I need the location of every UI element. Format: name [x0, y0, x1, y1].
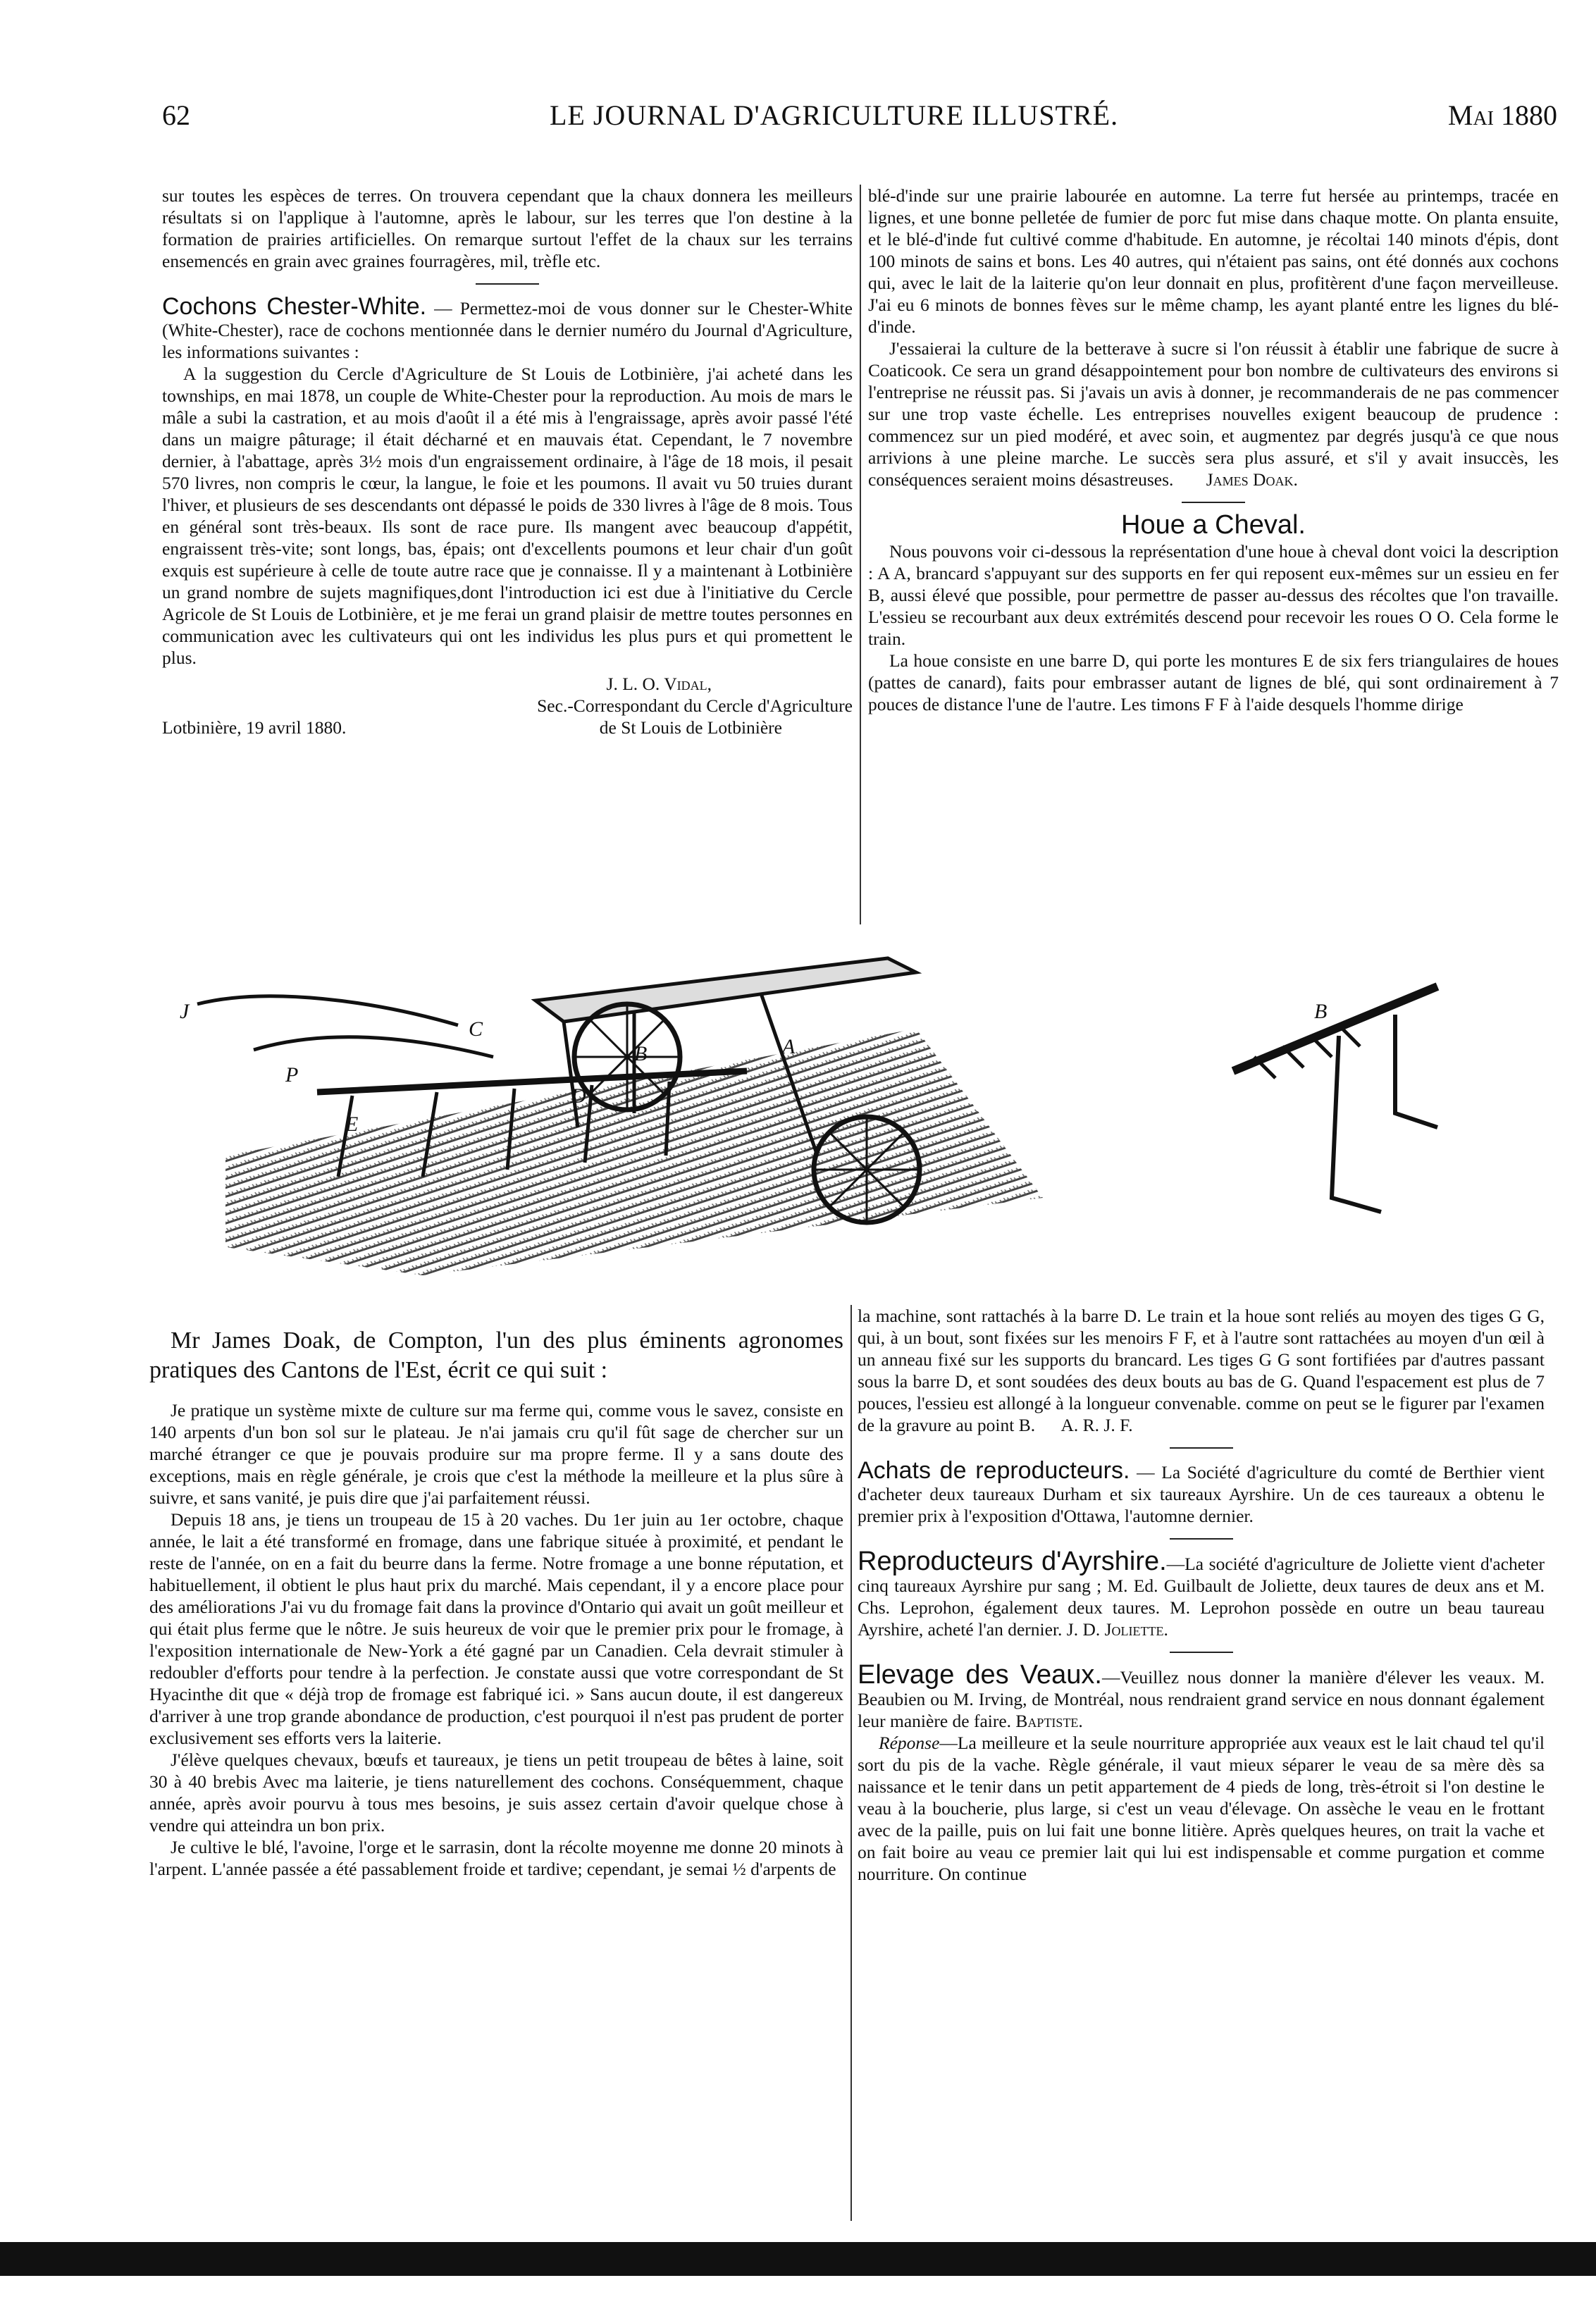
- article-veaux: Elevage des Veaux.—Veuillez nous donner la manière d'élever les veaux. M. Beaubien ou M. Irving, de Montréal, nous rendraient grand service en nous donnant également leur manière de faire. Baptiste.: [858, 1660, 1545, 1731]
- article-chester: Cochons Chester-White. — Permettez-moi de vous donner sur le Chester-White (White-Chester), race de cochons mentionnée dans le dernier numéro du Journal d'Agriculture, les informations suivantes :: [162, 293, 853, 362]
- page-header: [162, 99, 1557, 141]
- page-number: 62: [162, 99, 190, 131]
- paragraph: sur toutes les espèces de terres. On trouvera cependant que la chaux donnera les meilleurs résultats si on l'applique à l'automne, après le labour, sur les terres que l'on destine à la formation de prairies artificielles. On remarque surtout l'effet de la chaux sur les terrains ensemencés en grain avec graines fourragères, mil, trèfle etc.: [162, 185, 853, 271]
- signature-title: Sec.-Correspondant du Cercle d'Agriculture: [537, 695, 853, 716]
- paragraph: Depuis 18 ans, je tiens un troupeau de 15 à 20 vaches. Du 1er juin au 1er octobre, chaque année, le lait a été transformé en fromage, dans une fabrique située à proximité, et pendant le reste de l'année, on en a fait du beurre dans la ferme. Notre fromage a une bonne réputation, et habituellement, il obtient le plus haut prix du marché. Mais cependant, il y a encore place pour des améliorations J'ai vu du fromage fait dans la province d'Ontario qui avait un goût meilleur et qui était plus ferme que le nôtre. Je suis heureux de voir que le premier prix pour le fromage, à l'exposition internationale de New-York a été gagné par un Canadien. Cela devrait stimuler à redoubler d'efforts pour tendre à la perfection. Je constate aussi que votre correspondant de St Hyacinthe dit que « déjà trop de fromage est fabriqué ici. » Sans aucun doute, il est dangereux d'arriver à une trop grande abondance de production, c'est pourquoi il n'est pas prudent de porter exclusivement ses efforts vers la laiterie.: [149, 1509, 843, 1748]
- figure-label: D: [571, 1084, 586, 1108]
- wheel-left: [574, 1004, 680, 1110]
- divider: [1182, 502, 1245, 503]
- horse-hoe-engraving: [141, 944, 1522, 1275]
- paragraph: Nous pouvons voir ci-dessous la représentation d'une houe à cheval dont voici la description : A A, brancard s'appuyant sur des supports en fer qui reposent eux-mêmes sur un essieu en fer B, aussi élevé que possible, pour permettre de passer au-dessus des récoltes que l'on travaille. L'essieu se recourbant aux deux extrémités descend pour recevoir les roues O O. Cela forme le train.: [868, 541, 1559, 649]
- paragraph: Réponse—La meilleure et la seule nourriture appropriée aux veaux est le lait chaud tel qu'il sort du pis de la vache. Règle générale, il vaut mieux séparer le veau de sa mère dès sa naissance et le tenir dans un petit appartement de 4 pieds de long, très-étroit si l'on destine le veau à la boucherie, plus large, si c'est un veau d'élevage. On assèche le veau en le frottant avec de la paille, puis on lui fait une bonne litière. Après quelques heures, on trait la vache et on fait boire au veau ce premier lait qui lui est indispensable et comme purgation et comme nourriture. On continue: [858, 1733, 1545, 1884]
- journal-title: LE JOURNAL D'AGRICULTURE ILLUSTRÉ.: [550, 99, 1119, 131]
- article-achats: Achats de reproducteurs. — La Société d'agriculture du comté de Berthier vient d'acheter deux taureaux Durham et six taureaux Ayrshire. Un de ces taureaux a obtenu le premier prix à l'exposition d'Ottawa, l'automne dernier.: [858, 1457, 1545, 1526]
- place-date: Lotbinière, 19 avril 1880.: [162, 717, 347, 738]
- figure-label: C: [469, 1017, 483, 1041]
- intro-paragraph: Mr James Doak, de Compton, l'un des plus éminents agronomes pratiques des Cantons de l'Est, écrit ce qui suit :: [149, 1327, 843, 1383]
- figure-label: E: [345, 1113, 359, 1136]
- figure-label: B: [1314, 1000, 1328, 1023]
- column-2-bottom: [858, 1305, 1545, 1885]
- article-title: Cochons Chester-White.: [162, 293, 427, 320]
- paragraph: Je cultive le blé, l'avoine, l'orge et le sarrasin, dont la récolte moyenne me donne 20 minots à l'arpent. L'année passée a été passablement froide et tardive; cependant, je semai ½ d'arpents de: [149, 1837, 843, 1879]
- figure-label: P: [285, 1063, 299, 1086]
- paragraph: Je pratique un système mixte de culture sur ma ferme qui, comme vous le savez, consiste en 140 arpents d'un bon sol sur le plateau. Je n'ai jamais cru qu'il fût sage de chercher sur un marché étranger ce que je pouvais produire sur ma propre ferme. Il y a sans doute des exceptions, mais en règle générale, je crois que c'est la méthode la meilleure et la plus sûre à suivre, et sans vanité, je puis dire que j'ai parfaitement réussi.: [149, 1400, 843, 1508]
- signature-title-2: de St Louis de Lotbinière: [599, 717, 782, 738]
- signature: J. D. Joliette.: [1066, 1619, 1168, 1640]
- paragraph: blé-d'inde sur une prairie labourée en automne. La terre fut hersée au printemps, tracée en lignes, et une bonne pelletée de fumier de porc fut mise dans chaque motte. On planta ensuite, et le blé-d'inde fut cultivé comme d'habitude. En automne, je récoltai 140 minots d'épis, dont 100 minots de sains et bons. Les 40 autres, qui n'étaient pas sains, ont été donnés aux cochons qui, avec le lait de la laiterie qu'on leur donnait en plus, profitèrent d'une façon merveilleuse. J'ai eu 6 minots de bonnes fèves sur le même champ, les ayant planté entre les lignes du blé-d'inde.: [868, 185, 1559, 337]
- signature-name: J. L. O. Vidal,: [606, 674, 712, 694]
- wheel-right: [814, 1117, 920, 1222]
- divider: [476, 283, 539, 285]
- figure-label: A: [782, 1035, 796, 1058]
- scan-edge-bar: [0, 2242, 1596, 2276]
- signature: A. R. J. F.: [1060, 1415, 1133, 1435]
- article-title: Houe a Cheval.: [1121, 510, 1306, 540]
- hoe-detail-B: [1233, 986, 1437, 1212]
- paragraph: La houe consiste en une barre D, qui porte les montures E de six fers triangulaires de houes (pattes de canard), faits pour embrasser autant de lignes de blé, qui sont ordinairement à 7 pouces de distance l'une de l'autre. Les timons F F à l'aide desquels l'homme dirige: [868, 650, 1559, 714]
- divider: [1170, 1538, 1233, 1540]
- article-title: Reproducteurs d'Ayrshire.: [858, 1547, 1167, 1576]
- signature: James Doak.: [1206, 469, 1298, 490]
- reponse-label: Réponse: [879, 1733, 940, 1753]
- article-title: Achats de reproducteurs.: [858, 1457, 1130, 1484]
- column-1-bottom: [149, 1326, 843, 1880]
- paragraph: J'élève quelques chevaux, bœufs et taureaux, je tiens un petit troupeau de bêtes à laine, soit 30 à 40 brebis Avec ma laiterie, je tiens naturellement des cochons. Conséquemment, chaque année, après avoir pourvu à tous mes besoins, je suis assez certain d'avoir quelque chose à vendre qui atteindra un bon prix.: [149, 1750, 843, 1835]
- paragraph: J'essaierai la culture de la betterave à sucre si l'on réussit à établir une fabrique de sucre à Coaticook. Ce sera un grand désappointement pour bon nombre de cultivateurs des environs si l'entreprise ne réussit pas. Si j'avais un avis à donner, je recommanderais de ne pas commencer sur une trop vaste échelle. Les entreprises nouvelles exigent beaucoup de prudence : commencez sur un pied modéré, et avec soin, et augmentez par degrés jusqu'à ce que nous arrivions à une pleine marche. Le succès sera plus assuré, et s'il y avait insuccès, les conséquences seraient moins désastreuses. James Doak.: [868, 338, 1559, 490]
- issue-date: Mai 1880: [1447, 99, 1557, 131]
- paragraph: A la suggestion du Cercle d'Agriculture de St Louis de Lotbinière, j'ai acheté dans les townships, en mai 1878, un couple de White-Chester pour la reproduction. Au mois de mars le mâle a subi la castration, et au mois d'août il a été mis à l'engraissage, après avoir passé l'été dans un maigre pâturage; il était décharné et en mauvais état. Cependant, le 7 novembre dernier, à l'abattage, après 3½ mois d'un engraissement ordinaire, à l'âge de 18 mois, il pesait 570 livres, non compris le cœur, la langue, le foie et les poumons. Il avait vu 50 truies durant l'hiver, et plusieurs de ses descendants ont dépassé le poids de 330 livres à l'âge de 8 mois. Tous en général sont très-beaux. Ils sont de race pure. Ils mangent avec beaucoup d'appétit, engraissent très-vite; sont longs, bas, épais; ont d'excellents poumons et leur chair d'un goût exquis est supérieure à celle de toute autre race que je connaisse. Il y a maintenant à Lotbinière un grand nombre de sujets magnifiques,dont l'introduction ici est due à l'initiative du Cercle Agricole de St Louis de Lotbinière, et je me ferai un grand plaisir de mettre toutes personnes en communication avec les cultivateurs qui ont les individus les plus purs et qui promettent le plus.: [162, 364, 853, 668]
- paragraph: la machine, sont rattachés à la barre D. Le train et la houe sont reliés au moyen des tiges G G, qui, à un bout, sont fixées sur les menoirs F F, et à l'autre sont rattachées au moyen d'un œil à un anneau fixé sur les supports du brancard. Les tiges G G sont fortifiées par d'autres passant sous la barre D, et sont soudées des deux bouts au bas de G. Quand l'espacement est plus de 7 pouces, l'essieu est allongé à la longueur convenable. comme on peut se le figurer par l'examen de la gravure au point B. A. R. J. F.: [858, 1306, 1545, 1435]
- article-title: Elevage des Veaux.: [858, 1660, 1102, 1690]
- article-ayrshire: Reproducteurs d'Ayrshire.—La société d'agriculture de Joliette vient d'acheter cinq taureaux Ayrshire pur sang ; M. Ed. Guilbault de Joliette, deux taures de deux ans et M. Chs. Leprohon, également deux taures. M. Leprohon possède en outre un beau taureau Ayrshire, acheté l'an dernier. J. D. Joliette.: [858, 1547, 1545, 1640]
- divider: [1170, 1447, 1233, 1449]
- signature: Baptiste.: [1015, 1711, 1083, 1731]
- figure-label: J: [180, 1000, 190, 1023]
- figure-label: B: [634, 1042, 648, 1065]
- divider: [1170, 1652, 1233, 1653]
- column-divider: [860, 185, 861, 924]
- signature-block: [162, 673, 853, 738]
- column-divider: [850, 1305, 852, 2221]
- column-1-top: [162, 185, 853, 738]
- column-2-top: [868, 185, 1559, 715]
